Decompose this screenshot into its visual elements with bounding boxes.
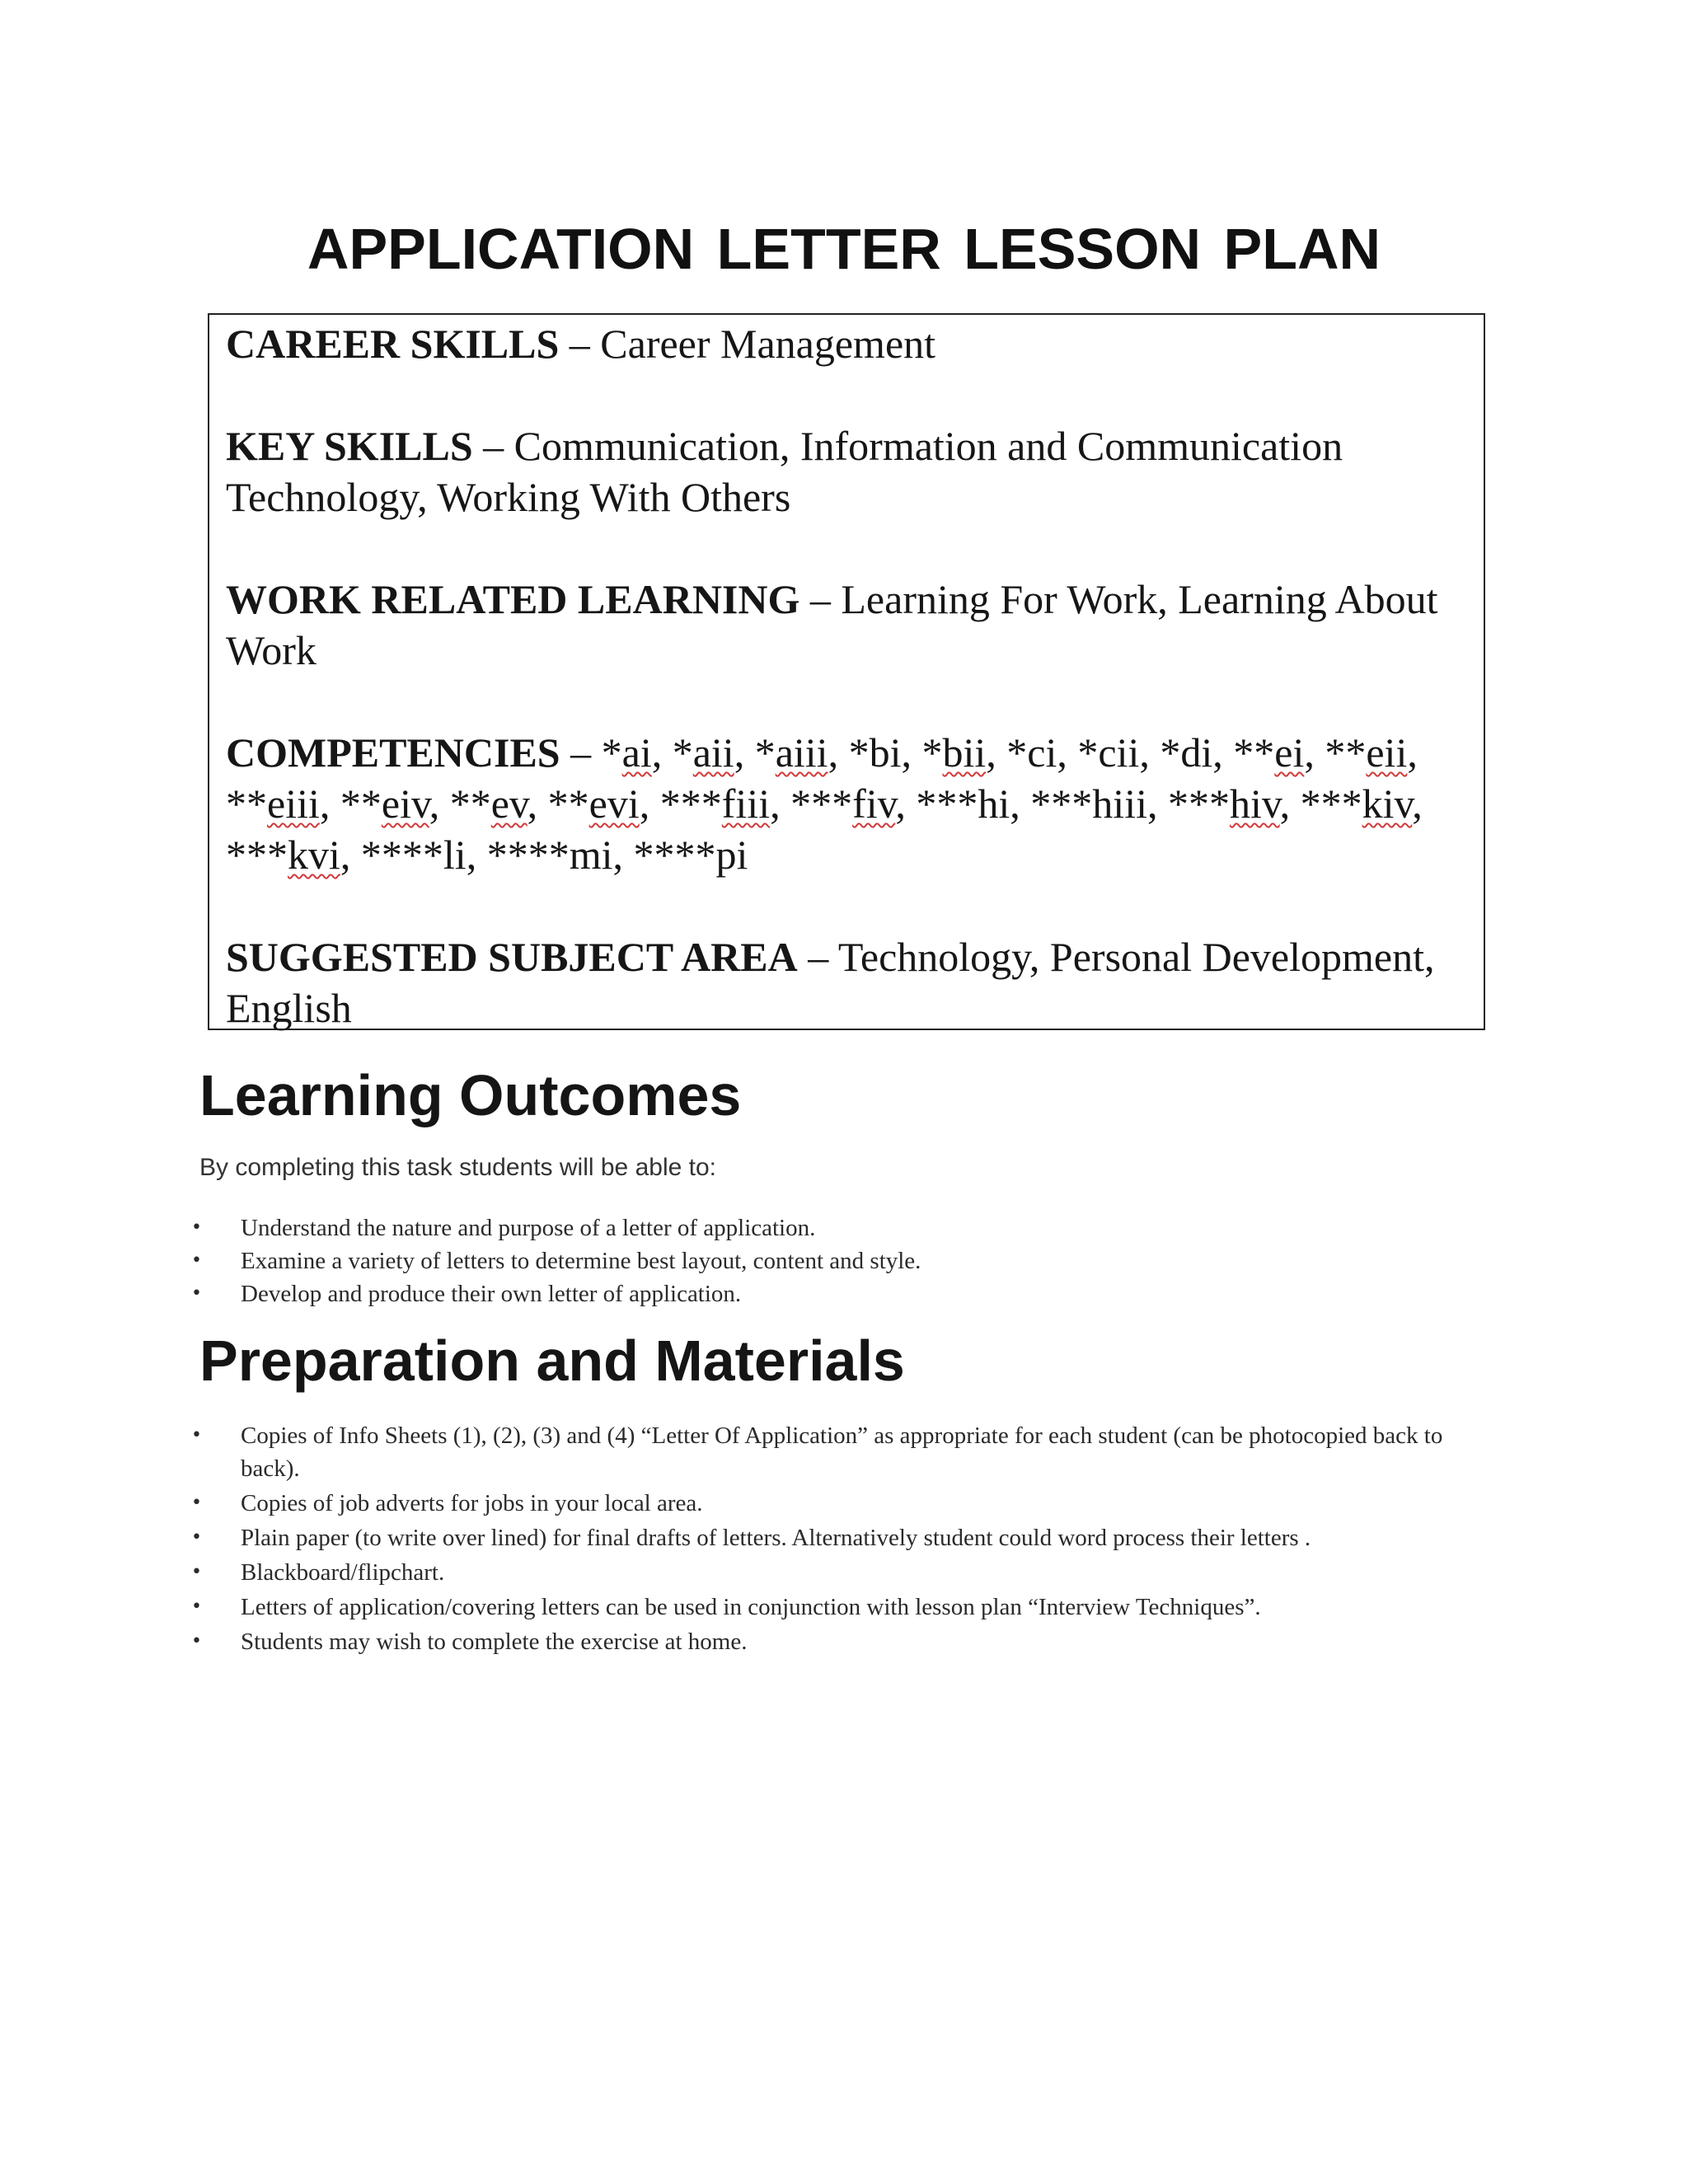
competency-code: eii (1366, 729, 1408, 776)
list-item (0, 1521, 1444, 1554)
list-item (0, 1556, 1444, 1589)
competency-prefix: ** (226, 780, 267, 827)
competency-prefix: *** (226, 832, 288, 878)
list-item (0, 1277, 1444, 1310)
competency-item (361, 832, 467, 878)
competency-prefix: * (1006, 729, 1028, 776)
competency-code: li (443, 832, 467, 878)
list-item (0, 1244, 1444, 1277)
career-skills-row (226, 318, 1465, 369)
competency-code: kiv (1362, 780, 1413, 827)
competency-code: aii (692, 729, 734, 776)
competency-prefix: *** (1167, 780, 1230, 827)
competency-prefix: ** (340, 780, 382, 827)
competency-prefix: * (1160, 729, 1181, 776)
competency-code: ev (490, 780, 528, 827)
competency-code: kvi (288, 832, 340, 878)
competency-code: di (1180, 729, 1213, 776)
list-item-text: Understand the nature and purpose of a letter of application. (241, 1215, 816, 1241)
work-related-learning-label: WORK RELATED LEARNING (226, 576, 800, 622)
competency-item (226, 780, 320, 827)
list-item (0, 1419, 1444, 1485)
competency-item (450, 780, 528, 827)
competency-prefix: ** (449, 780, 491, 827)
competency-prefix: * (601, 729, 622, 776)
competency-item (548, 780, 640, 827)
key-skills-row (226, 420, 1465, 523)
suggested-subject-area-row (226, 931, 1465, 1033)
competency-item (849, 729, 902, 776)
competency-prefix: * (1077, 729, 1099, 776)
list-item-text: Develop and produce their own letter of application. (241, 1281, 742, 1307)
competency-code: aiii (775, 729, 828, 776)
competency-item (916, 780, 1010, 827)
competency-item (1030, 780, 1147, 827)
competency-item (1160, 729, 1212, 776)
career-skills-label: CAREER SKILLS (226, 321, 560, 367)
competency-code: eiv (381, 780, 429, 827)
bullet-icon: • (191, 1493, 202, 1513)
learning-outcomes-list (0, 1212, 1444, 1310)
competency-prefix: ** (1325, 729, 1367, 776)
competency-prefix: **** (486, 832, 570, 878)
learning-outcomes-intro: By completing this task students will be able to: (199, 1154, 716, 1181)
competencies-label: COMPETENCIES (226, 729, 560, 776)
competency-item (660, 780, 770, 827)
bullet-icon: • (191, 1425, 202, 1446)
list-item (0, 1212, 1444, 1244)
competency-code: bi (869, 729, 902, 776)
bullet-icon: • (191, 1217, 202, 1238)
competency-prefix: *** (659, 780, 722, 827)
career-skills-value: – Career Management (559, 321, 936, 367)
list-item-text: Letters of application/covering letters can be used in conjunction with lesson plan “Interview Techniques”. (241, 1594, 1261, 1620)
competency-item (1168, 780, 1280, 827)
competency-code: cii (1098, 729, 1140, 776)
competency-code: hiii (1092, 780, 1147, 827)
competency-prefix: ** (1233, 729, 1275, 776)
competency-code: fiii (721, 780, 771, 827)
competencies-row (226, 727, 1465, 880)
competency-code: ai (621, 729, 652, 776)
key-skills-label: KEY SKILLS (226, 423, 473, 469)
competency-prefix: **** (633, 832, 716, 878)
competency-item (602, 729, 652, 776)
competency-prefix: * (921, 729, 943, 776)
competencies-list: *ai, *aii, *aiii, *bi, *bii, *ci, *cii, *di, **ei, **eii, **eiii, **eiv, **ev, **evi, ***fiii, ***fiv, ***hi, ***hiii, ***hiv, ***kiv, ***kvi, ****li, ****mi, ****pi (226, 729, 1423, 878)
competency-prefix: * (672, 729, 693, 776)
competency-prefix: *** (1300, 780, 1362, 827)
preparation-materials-heading: Preparation and Materials (199, 1329, 905, 1393)
competency-code: bii (942, 729, 987, 776)
competency-item (755, 729, 828, 776)
competency-code: fiv (852, 780, 896, 827)
bullet-icon: • (191, 1283, 202, 1304)
key-skills-value: – Communication, Information and Communication Technology, Working With Others (226, 423, 1343, 520)
bullet-icon: • (191, 1562, 202, 1582)
competency-item (673, 729, 734, 776)
competency-code: evi (588, 780, 640, 827)
bullet-icon: • (191, 1631, 202, 1652)
competency-item (790, 780, 895, 827)
competency-code: hiv (1229, 780, 1280, 827)
competency-code: ci (1027, 729, 1057, 776)
competency-code: eiii (267, 780, 320, 827)
competency-prefix: * (848, 729, 870, 776)
competency-prefix: * (754, 729, 776, 776)
competency-item (226, 832, 340, 878)
competency-prefix: *** (790, 780, 853, 827)
competency-item (1006, 729, 1057, 776)
competency-code: pi (715, 832, 748, 878)
competency-item (1233, 729, 1304, 776)
competency-item (1325, 729, 1407, 776)
suggested-subject-area-label: SUGGESTED SUBJECT AREA (226, 934, 798, 980)
competency-item (1077, 729, 1139, 776)
list-item-text: Copies of job adverts for jobs in your local area. (241, 1490, 703, 1516)
competency-item (634, 832, 748, 878)
competency-prefix: **** (360, 832, 443, 878)
competency-item (1301, 780, 1413, 827)
competency-item (487, 832, 613, 878)
competency-item (921, 729, 986, 776)
bullet-icon: • (191, 1527, 202, 1548)
competency-item (340, 780, 429, 827)
list-item (0, 1591, 1444, 1624)
list-item-text: Copies of Info Sheets (1), (2), (3) and (4) “Letter Of Application” as appropriate for each student (can be photocopied back to back). (241, 1422, 1443, 1482)
bullet-icon: • (191, 1596, 202, 1617)
list-item (0, 1487, 1444, 1520)
skills-summary-box (208, 313, 1485, 1030)
competency-prefix: ** (547, 780, 589, 827)
work-related-learning-value: – Learning For Work, Learning About Work (226, 576, 1438, 673)
competency-code: ei (1274, 729, 1305, 776)
list-item-text: Blackboard/flipchart. (241, 1559, 445, 1586)
list-item-text: Examine a variety of letters to determine best layout, content and style. (241, 1248, 921, 1274)
work-related-learning-row (226, 574, 1465, 676)
competencies-separator: – (560, 729, 602, 776)
competency-code: mi (569, 832, 613, 878)
list-item-text: Students may wish to complete the exercise at home. (241, 1629, 748, 1655)
page-title: APPLICATION LETTER LESSON PLAN (307, 217, 1381, 281)
competency-code: hi (978, 780, 1010, 827)
competency-prefix: *** (1030, 780, 1093, 827)
list-item-text: Plain paper (to write over lined) for final drafts of letters. Alternatively student could word process their letters . (241, 1525, 1311, 1551)
preparation-materials-list (0, 1419, 1444, 1660)
list-item (0, 1625, 1444, 1658)
suggested-subject-area-value: – Technology, Personal Development, English (226, 934, 1435, 1031)
competency-prefix: *** (916, 780, 978, 827)
learning-outcomes-heading: Learning Outcomes (199, 1063, 742, 1127)
bullet-icon: • (191, 1250, 202, 1271)
